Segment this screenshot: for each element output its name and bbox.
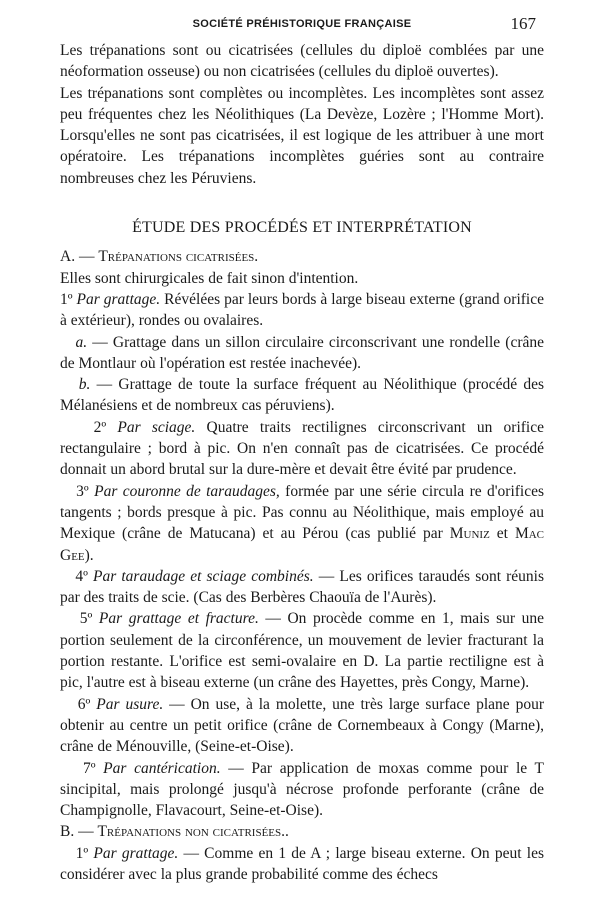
item-5-text: — On procède comme en 1, mais sur une portion seulement de la circonférence, un mouvement de levier fracturant la portion restante. L'orifice est semi-ovalaire en D. La partie rectiligne est à pic, l'autre est à biseau externe (un crâne des Hayettes, près Congy, Marne). (60, 610, 545, 692)
item-1 (60, 289, 544, 332)
item-3 (60, 481, 544, 566)
item-4 (60, 566, 544, 609)
item-4-label: Par taraudage et sciage combinés. (93, 567, 314, 585)
paragraph-cicatrisees: Les trépanations sont ou cicatrisées (cellules du diploë comblées par une néoformation osseuse) ou non cicatrisées (cellules du diploë ouvertes). (60, 42, 544, 81)
item-6-text: — On use, à la molette, une très large surface plane pour obtenir au centre un petit orifice (crâne de Cornembeaux à Congy (Marne), crâne de Ménouville, (Seine-et-Oise). (60, 695, 545, 756)
author-muniz: Muniz (449, 525, 490, 543)
b-item-1-number: 1º (75, 844, 94, 862)
item-3-number: 3º (76, 482, 95, 500)
a-intro: Elles sont chirurgicales de fait sinon d'intention. (60, 269, 359, 287)
author-mac-gee: Mac Gee (60, 525, 545, 564)
item-5-number: 5º (79, 610, 99, 628)
subsection-b-title: Trépanations non cicatrisées.. (97, 823, 289, 841)
item-1-number: 1º (60, 290, 77, 308)
subsection-b-prefix: B. — (60, 823, 98, 841)
item-4-text: — Les orifices taraudés sont réunis par des traits de scie. (Cas des Berbères Chaouïa de l'Aurès). (60, 567, 545, 607)
item-1-label: Par grattage. (76, 290, 161, 308)
b-item-1-label: Par grattage. (93, 844, 179, 862)
b-item-1-text: — Comme en 1 de A ; large biseau externe. On peut les considérer avec la plus grande probabilité comme des échecs (60, 844, 544, 883)
item-3-end: ). (84, 546, 94, 564)
item-b-text: — Grattage de toute la surface fréquent au Néolithique (procédé des Mélanésiens et de nombreux cas péruviens). (60, 376, 544, 415)
item-2-label: Par sciage. (117, 418, 196, 436)
item-6-label: Par usure. (96, 695, 164, 713)
item-5-label: Par grattage et fracture. (98, 610, 259, 628)
page-number: 167 (510, 14, 536, 33)
item-7-label: Par cantérication. (103, 759, 221, 777)
item-6-number: 6º (77, 695, 97, 713)
item-1-text: Révélées par leurs bords à large biseau externe (grand orifice à extérieur), rondes ou ovalaires. (60, 290, 544, 330)
item-7 (60, 758, 544, 822)
item-a-label: a. (75, 333, 88, 351)
body-text (60, 40, 544, 885)
journal-title: SOCIÉTÉ PRÉHISTORIQUE FRANÇAISE (192, 18, 412, 30)
item-b-label: b. (78, 376, 91, 394)
running-head (60, 14, 544, 36)
paragraph-completes: Les trépanations sont complètes ou incomplètes. Les incomplètes sont assez peu fréquentes chez les Néolithiques (La Devèze, Lozère ; l'Homme Mort). Lorsqu'elles ne sont pas cicatrisées, il est logique de les attribuer à une mort opératoire. Les trépanations incomplètes guéries sont au contraire nombreuses chez les Péruviens. (60, 84, 544, 187)
item-7-number: 7º (82, 759, 104, 777)
b-item-1 (60, 843, 544, 886)
item-b (60, 374, 544, 417)
subsection-a-title: Trépanations cicatrisées. (98, 248, 259, 266)
item-3-conjunction: et (489, 525, 515, 543)
item-7-text: — Par application de moxas comme pour le T sincipital, mais prolongé jusqu'à nécrose profonde perforante (crâne de Champignolle, Flavacourt, Seine-et-Oise). (60, 759, 544, 820)
subsection-a-prefix: A. — (60, 248, 99, 266)
item-4-number: 4º (75, 567, 94, 585)
item-2-number: 2º (93, 418, 118, 436)
item-6 (60, 694, 544, 758)
item-3-text: formée par une série circula re d'orifices tangents ; bords presque à pic. Pas connu au Néolithique, mais employé au Mexique (crâne de Matucana) et au Pérou (cas publié par (60, 482, 545, 543)
subsection-b-heading (60, 821, 544, 842)
item-2 (60, 417, 544, 481)
item-3-label: Par couronne de taraudages, (94, 482, 280, 500)
item-2-text: Quatre traits rectilignes circonscrivant un orifice rectangulaire ; bord à pic. On n'en connaît pas de cicatrisées. Ce procédé donnait un abord brutal sur la dure-mère et devait être évité par prudence. (60, 418, 544, 479)
item-a (60, 332, 544, 375)
section-title: ÉTUDE DES PROCÉDÉS ET INTERPRÉTATION (132, 219, 472, 237)
item-5 (60, 608, 544, 693)
item-a-text: — Grattage dans un sillon circulaire circonscrivant une rondelle (crâne de Montlaur où l'opération est restée inachevée). (60, 333, 545, 372)
subsection-a-heading (60, 246, 544, 267)
